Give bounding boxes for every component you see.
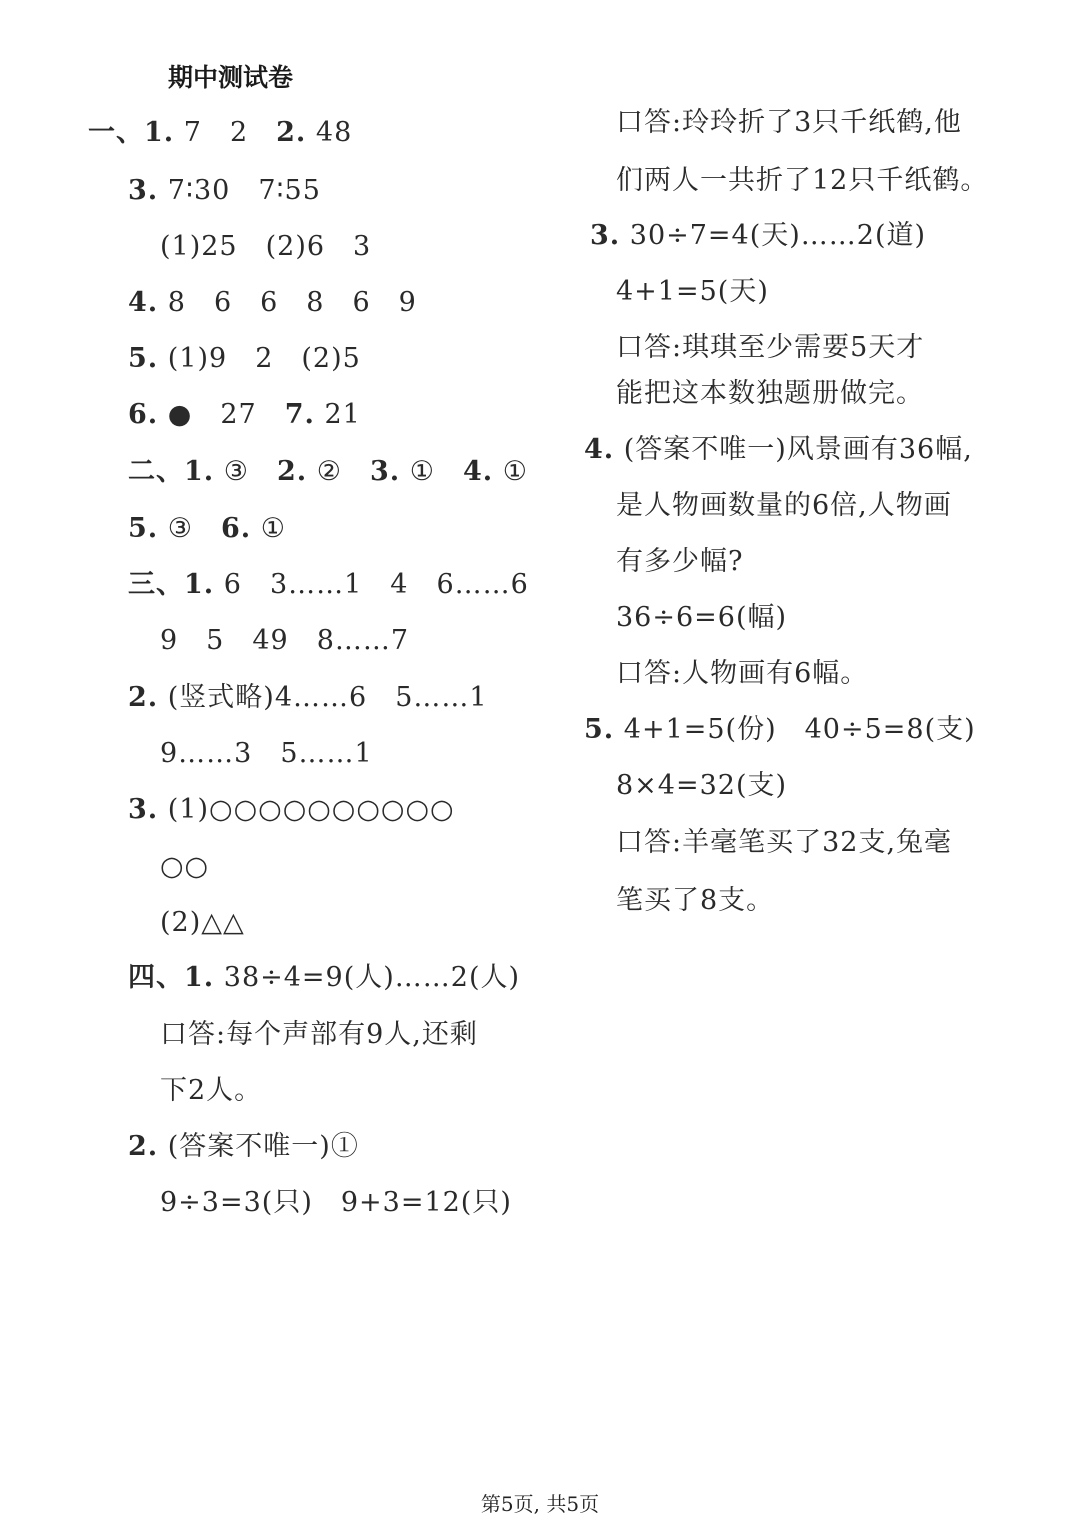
answer-line: 四、1. 38÷4=9(人)……2(人) bbox=[128, 962, 521, 993]
answer-line: 有多少幅? bbox=[616, 546, 744, 577]
answer-line: 一、1. 7 2 2. 48 bbox=[88, 117, 353, 148]
answer-line: 6. ● 27 7. 21 bbox=[128, 399, 361, 430]
answer-line: 口答:玲玲折了3只千纸鹤,他 bbox=[616, 107, 962, 138]
answer-line: 口答:琪琪至少需要5天才 bbox=[616, 332, 925, 363]
answer-line: 9÷3=3(只) 9+3=12(只) bbox=[160, 1187, 512, 1218]
answer-line: 4. 8 6 6 8 6 9 bbox=[128, 287, 417, 318]
answer-line: (2)△△ bbox=[160, 907, 245, 938]
page-footer: 第5页, 共5页 bbox=[480, 1492, 600, 1516]
answer-line: 笔买了8支。 bbox=[616, 885, 775, 916]
answer-line: 2. (竖式略)4……6 5……1 bbox=[128, 682, 488, 713]
answer-line: 下2人。 bbox=[160, 1075, 263, 1106]
answer-line: 三、1. 6 3……1 4 6……6 bbox=[128, 569, 529, 600]
answer-line: 8×4=32(支) bbox=[616, 770, 788, 801]
answer-line: 9……3 5……1 bbox=[160, 738, 373, 769]
answer-line: 4. (答案不唯一)风景画有36幅, bbox=[584, 434, 973, 465]
answer-line: 9 5 49 8……7 bbox=[160, 625, 410, 656]
answer-line: 5. (1)9 2 (2)5 bbox=[128, 343, 361, 374]
answer-line: 5. 4+1=5(份) 40÷5=8(支) bbox=[584, 714, 976, 745]
answer-line: 3. 30÷7=4(天)……2(道) bbox=[590, 220, 927, 251]
answer-line: 二、1. ③ 2. ② 3. ① 4. ① bbox=[128, 456, 528, 487]
answer-line: ○○ bbox=[160, 851, 210, 882]
answer-line: 能把这本数独题册做完。 bbox=[616, 378, 924, 409]
answer-line: 4+1=5(天) bbox=[616, 276, 769, 307]
answer-line: 是人物画数量的6倍,人物画 bbox=[616, 490, 952, 521]
answer-line: (1)25 (2)6 3 bbox=[160, 231, 372, 262]
answer-line: 们两人一共折了12只千纸鹤。 bbox=[616, 165, 989, 196]
answer-line: 5. ③ 6. ① bbox=[128, 513, 286, 544]
answer-line: 口答:每个声部有9人,还剩 bbox=[160, 1019, 478, 1050]
answer-line: 3. 7∶30 7∶55 bbox=[128, 175, 321, 206]
answer-line: 2. (答案不唯一)① bbox=[128, 1131, 359, 1162]
answer-line: 36÷6=6(幅) bbox=[616, 602, 788, 633]
page-title: 期中测试卷 bbox=[168, 63, 294, 92]
answer-line: 口答:羊毫笔买了32支,兔毫 bbox=[616, 827, 953, 858]
answer-line: 口答:人物画有6幅。 bbox=[616, 658, 869, 689]
answer-line: 3. (1)○○○○○○○○○○ bbox=[128, 794, 455, 825]
